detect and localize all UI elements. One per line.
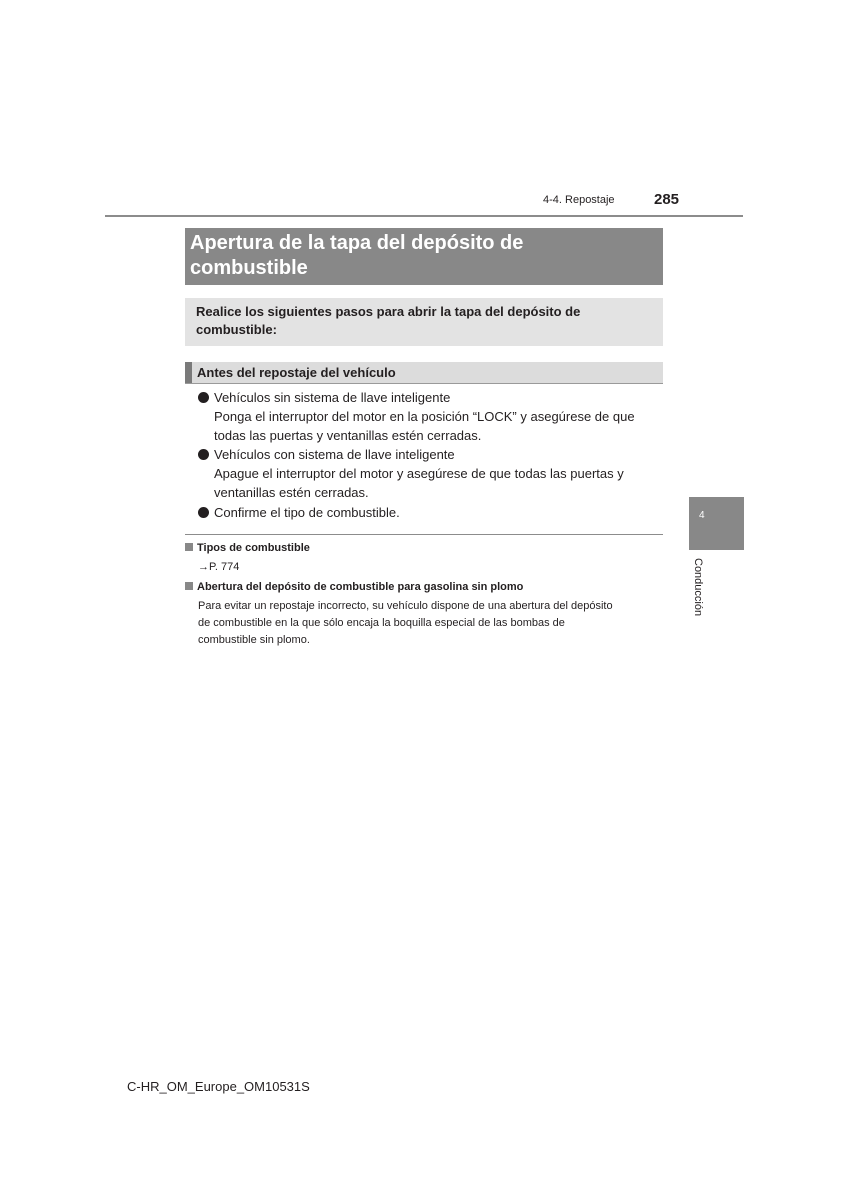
bullet-line: ventanillas estén cerradas. <box>214 485 369 500</box>
intro-box <box>185 298 663 346</box>
section-header: 4-4. Repostaje <box>543 194 615 206</box>
note-heading <box>185 581 523 593</box>
bullet-item <box>196 388 662 445</box>
page-reference: →P. 774 <box>198 561 240 573</box>
page-title-line-2: combustible <box>190 257 308 279</box>
page-title <box>185 228 663 285</box>
subsection-accent <box>185 362 192 383</box>
bullet-line: Vehículos con sistema de llave inteligente <box>214 447 455 462</box>
note-heading-text: Abertura del depósito de combustible para gasolina sin plomo <box>197 581 524 593</box>
bullet-dot-icon <box>198 507 209 518</box>
bullet-dot-icon <box>198 392 209 403</box>
intro-line-1: Realice los siguientes pasos para abrir la tapa del depósito de <box>196 304 581 319</box>
note-heading-text: Tipos de combustible <box>197 542 310 554</box>
square-bullet-icon <box>185 582 193 590</box>
bullet-item <box>196 445 662 502</box>
section-divider <box>185 534 663 535</box>
bullet-dot-icon <box>198 449 209 460</box>
subsection-heading-text: Antes del repostaje del vehículo <box>197 365 396 380</box>
bullet-item <box>196 503 662 522</box>
subsection-heading <box>185 362 663 384</box>
bullet-line: Ponga el interruptor del motor en la posición “LOCK” y asegúrese de que <box>214 409 635 424</box>
bullet-line: todas las puertas y ventanillas estén cerradas. <box>214 428 482 443</box>
page-title-line-1: Apertura de la tapa del depósito de <box>190 232 524 254</box>
chapter-number: 4 <box>699 510 705 521</box>
note-line: Para evitar un repostaje incorrecto, su vehículo dispone de una abertura del depósito <box>198 600 613 612</box>
page-number: 285 <box>654 191 680 208</box>
chapter-label: Conducción <box>692 558 704 617</box>
intro-line-2: combustible: <box>196 322 277 337</box>
bullet-line: Vehículos sin sistema de llave inteligente <box>214 390 451 405</box>
footer-code: C-HR_OM_Europe_OM10531S <box>127 1079 310 1094</box>
chapter-tab <box>689 497 744 550</box>
header-rule <box>105 215 743 217</box>
note-line: combustible sin plomo. <box>198 634 310 646</box>
bullet-line: Apague el interruptor del motor y asegúrese de que todas las puertas y <box>214 466 624 481</box>
note-body <box>198 598 658 649</box>
bullet-line: Confirme el tipo de combustible. <box>214 505 400 520</box>
square-bullet-icon <box>185 543 193 551</box>
note-line: de combustible en la que sólo encaja la boquilla especial de las bombas de <box>198 617 565 629</box>
note-heading <box>185 542 310 554</box>
